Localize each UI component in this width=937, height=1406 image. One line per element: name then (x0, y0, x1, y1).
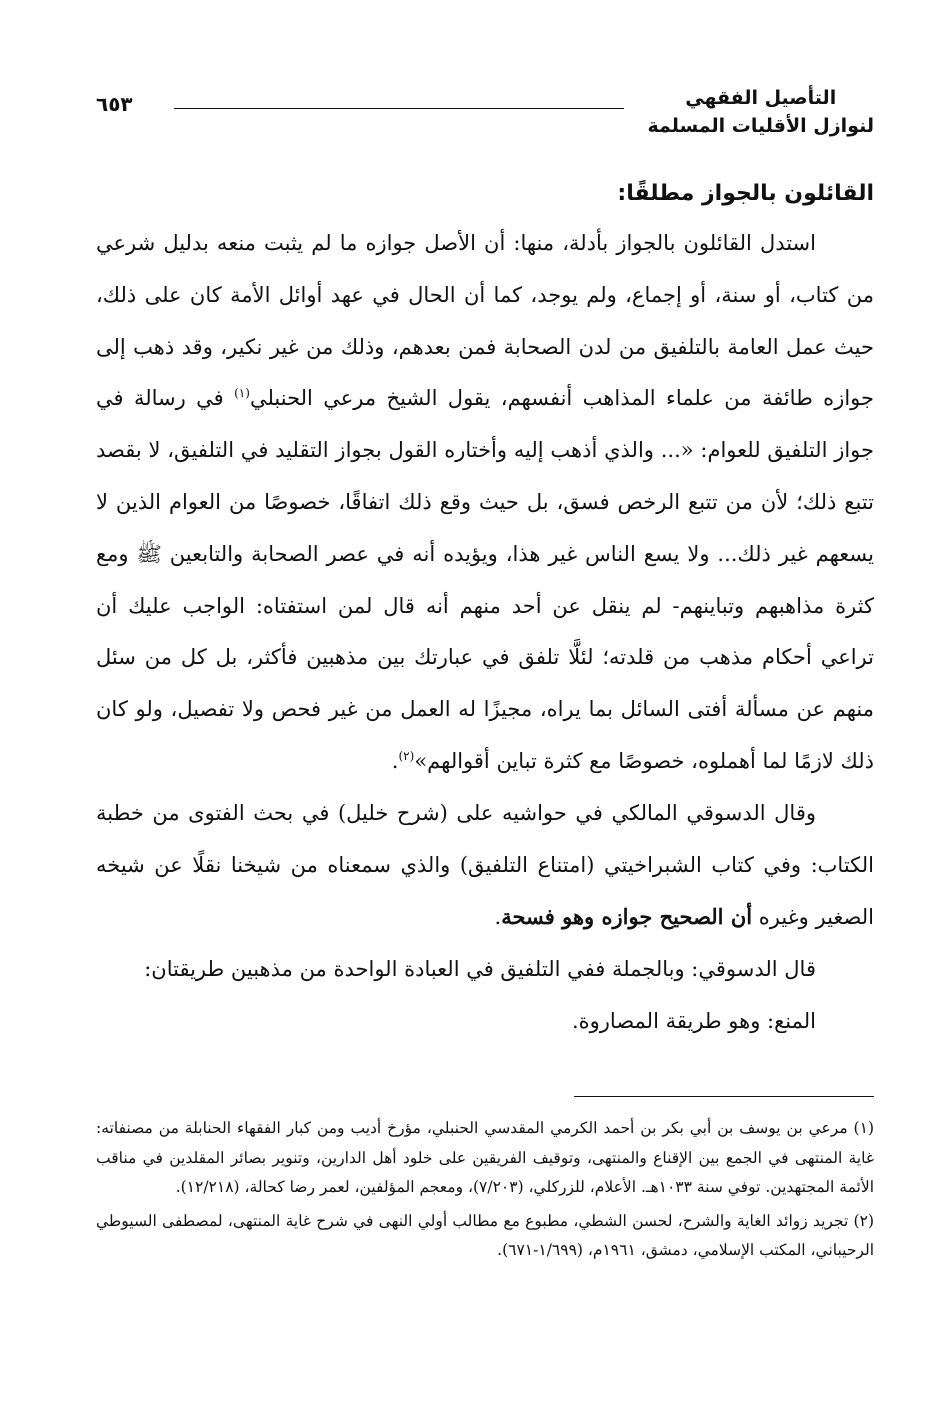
paragraph-2-end: . (494, 905, 502, 930)
book-title-line2: لنوازل الأقليات المسلمة (647, 115, 874, 137)
paragraph-1-text-b: في رسالة في جواز التلفيق للعوام: «... والذي أذهب إليه وأختاره القول بجواز التقليد في التلفيق، لا بقصد تتبع ذلك؛ لأن من تتبع الرخص فسق، بل حيث وقع ذلك اتفاقًا، خصوصًا من العوام الذين لا يسعهم غير ذلك... ولا يسع الناس غير هذا، ويؤيده أنه في عصر الصحابة والتابعين ﷺ ومع كثرة مذاهبهم وتباينهم- لم ينقل عن أحد منهم أنه قال لمن استفتاه: الواجب عليك أن تراعي أحكام مذهب من قلدته؛ لئلَّا تلفق في عبارتك بين مذهبين فأكثر، بل كل من سئل منهم عن مسألة أفتى السائل بما يراه، مجيزًا له العمل من غير فحص ولا تفصيل، ولو كان ذلك لازمًا لما أهملوه، خصوصًا مع كثرة تباين أقوالهم» (96, 386, 874, 773)
footnote-1: (١) مرعي بن يوسف بن أبي بكر بن أحمد الكرمي المقدسي الحنبلي، مؤرخ أديب ومن كبار الفقهاء الحنابلة من مصنفاته: غاية المنتهى في الجمع بين الإقناع والمنتهى، وتوقيف الفريقين على خلود أهل الدارين، وتنوير بصائر المقلدين في مناقب الأئمة المجتهدين. توفي سنة ١٠٣٣هـ. الأعلام، للزركلي، (٧/٢٠٣)، ومعجم المؤلفين، لعمر رضا كحالة، (١٢/٢١٨). (96, 1119, 874, 1196)
footnotes (96, 1114, 874, 1270)
footnote-ref-2: (٢) (398, 748, 415, 763)
paragraph-2 (96, 788, 874, 944)
paragraph-1-text-a: استدل القائلون بالجواز بأدلة، منها: أن الأصل جوازه ما لم يثبت منعه بدليل شرعي من كتاب، أو سنة، أو إجماع، ولم يوجد، كما أن الحال في عهد أوائل الأمة كان على ذلك، حيث عمل العامة بالتلفيق من لدن الصحابة فمن بعدهم، وذلك من غير نكير، وقد ذهب إلى جوازه طائفة من علماء المذاهب أنفسهم، يقول الشيخ مرعي الحنبلي (96, 231, 874, 411)
book-title-line1: التأصيل الفقهي (685, 87, 837, 109)
paragraph-3: قال الدسوقي: وبالجملة ففي التلفيق في العبادة الواحدة من مذهبين طريقتان: (144, 957, 816, 982)
book-title (647, 84, 874, 140)
paragraph-2-text: وقال الدسوقي المالكي في حواشيه على (شرح خليل) في بحث الفتوى من خطبة الكتاب: وفي كتاب الشبراخيتي (امتناع التلفيق) والذي سمعناه من شيخنا نقلًا عن شيخه الصغير وغيره (96, 800, 874, 930)
footnote-2: (٢) تجريد زوائد الغاية والشرح، لحسن الشطي، مطبوع مع مطالب أولي النهى في شرح غاية المنتهى، لمصطفى السيوطي الرحيباني، المكتب الإسلامي، دمشق، ١٩٦١م، (١/٦٩٩-٦٧١). (96, 1211, 874, 1259)
header-rule (174, 108, 624, 109)
page-number: ٦٥٣ (96, 92, 133, 116)
section-heading: القائلون بالجواز مطلقًا: (617, 181, 874, 206)
paragraph-4: المنع: وهو طريقة المصاروة. (571, 1008, 816, 1033)
footnote-ref-1: (١) (234, 386, 250, 401)
paragraph-1-end: . (391, 748, 399, 773)
footnote-rule (574, 1096, 874, 1097)
paragraph-2-bold: أن الصحيح جوازه وهو فسحة (501, 904, 753, 930)
paragraph-1 (96, 218, 874, 788)
main-text (96, 170, 874, 1048)
running-header (96, 84, 874, 146)
